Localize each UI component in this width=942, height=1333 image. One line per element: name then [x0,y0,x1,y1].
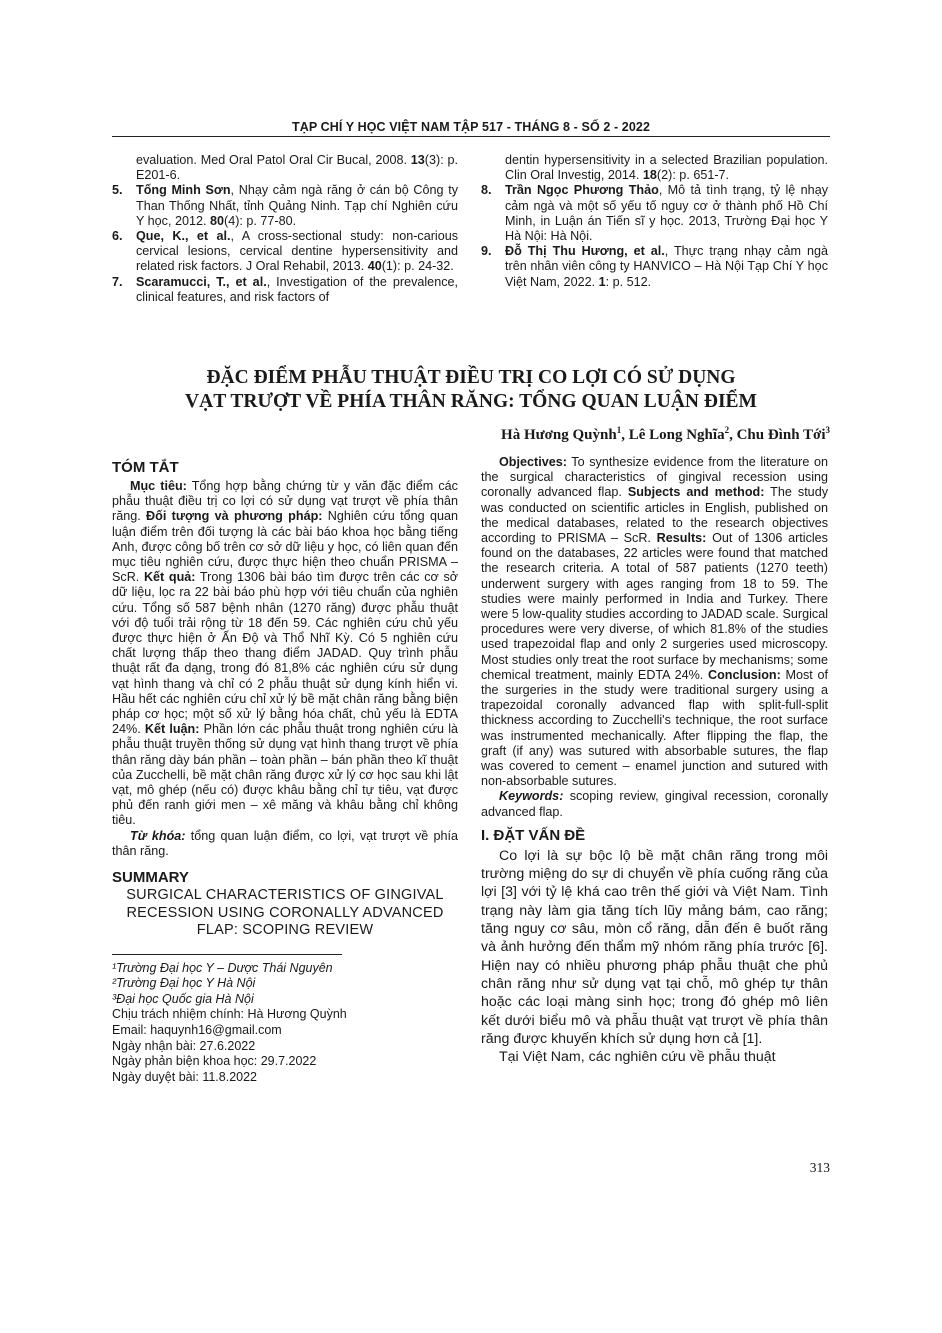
author-list: Hà Hương Quỳnh$^1$, Lê Long Nghĩa$^2$, Chu Đình Tới$^3$ [501,425,830,443]
affiliation-1: ¹Trường Đại học Y – Dược Thái Nguyên [112,960,333,975]
references-left [112,153,458,305]
abstract-vi: Mục tiêu: Tổng hợp bằng chứng từ y văn đặc điểm các phẫu thuật điều trị co lợi có sử dụng vạt trượt về phía thân răng. Đối tượng và phương pháp: Nghiên cứu tổng quan luận điểm trên đối tượng là các bài báo khoa học bằng tiếng Anh, được công bố trên cơ sở dữ liệu y học, có liên quan đến mục tiêu nghiên cứu, được thực hiện theo chuẩn PRISMA – ScR. Kết quả: Trong 1306 bài báo tìm được trên các cơ sở dữ liệu, lọc ra 22 bài báo phù hợp với tiêu chuẩn của nghiên cứu. Tổng số 587 bệnh nhân (1270 răng) được phẫu thuật với độ tuổi trải rộng từ 18 đến 59. Các nghiên cứu chủ yếu được thực hiện ở Ấn Độ và Thổ Nhĩ Kỳ. Có 5 nghiên cứu chất lượng thấp theo thang điểm JADAD. Quy trình phẫu thuật rất đa dạng, trong đó 81,8% các nghiên cứu sử dụng vạt hình thang và chỉ có 2 phẫu thuật sử dụng kính hiển vi. Hầu hết các nghiên cứu chỉ xử lý bề mặt chân răng bằng biện pháp cơ học; một số xử lý bằng hóa chất, chủ yếu là EDTA 24%. Kết luận: Phần lớn các phẫu thuật trong nghiên cứu là phẫu thuật truyền thống sử dụng vạt hình thang trượt về phía thân răng dày bán phần – toàn phần – bán phần theo kĩ thuật của Zucchelli, bề mặt chân răng được xử lý cơ học sau khi lật vạt, mô ghép (nếu có) được khâu bằng chỉ tự tiêu, vạt được phủ đến ranh giới men – xê măng và khâu bằng chỉ không tiêu. [112,479,459,828]
affiliation-mark: 3 [825,425,830,435]
summary-title: SURGICAL CHARACTERISTICS OF GINGIVAL RECESSION USING CORONALLY ADVANCED FLAP: SCOPING REVIEW [126,887,444,939]
abstract-heading: TÓM TẮT [112,459,179,476]
footnotes [112,961,458,1086]
author-name: Lê Long Nghĩa [628,427,725,443]
keywords-en: Keywords: scoping review, gingival recession, coronally advanced flap. [481,789,828,819]
affiliation-mark: 2 [724,425,730,435]
keywords-vi: Từ khóa: tổng quan luận điểm, co lợi, vạt trượt về phía thân răng. [112,828,458,858]
abstract-en: Objectives: To synthesize evidence from the literature on the surgical characteristics of gingival recession using coronally advanced flap. Subjects and method: The study was conducted on scientific articles in English, published on the medical databases, related to the research objectives according to PRISMA – ScR. Results: Out of 1306 articles found on the databases, 22 articles were found that matched the research criteria. A total of 587 patients (1270 teeth) underwent surgery with ages ranging from 18 to 59. The studies were mainly performed in India and Turkey. There were 5 low-quality studies according to JADAD scale. Surgical procedures were very diverse, of which 81.8% of the studies used trapezoidal flap and only 2 surgeries used microscopy. Most studies only treat the root surface by mechanisms; some chemical treatment, mainly EDTA 24%. Conclusion: Most of the surgeries in the study were traditional surgery using a trapezoidal coronally advanced flap with split-full-split thickness according to Zucchelli's technique, the root surface was instrumented mechanically. After flipping the flap, the graft (if any) was sutured with absorbable sutures, the flap was covered to cement – enamel junction and sutured with non-absorbable sutures. [481,455,829,789]
left-column [112,459,458,1085]
affiliation-2: ²Trường Đại học Y Hà Nội [112,976,256,991]
intro-paragraph: Tại Việt Nam, các nghiên cứu về phẫu thuật [499,1049,776,1066]
references-right [481,153,828,290]
author-name: Hà Hương Quỳnh [501,427,617,443]
reference-item: 6. Que, K., et al., A cross-sectional study: non-carious cervical lesions, cervical dentine hypersensitivity and related risk factors. J Oral Rehabil, 2013. 40(1): p. 24-32. [112,229,459,274]
reference-item: evaluation. Med Oral Patol Oral Cir Bucal, 2008. 13(3): p. E201-6. [136,153,458,183]
header-rule [112,136,830,137]
title-line: VẠT TRƯỢT VỀ PHÍA THÂN RĂNG: TỔNG QUAN LUẬN ĐIỂM [185,391,757,412]
date-approved: Ngày duyệt bài: 11.8.2022 [112,1069,258,1084]
date-reviewed: Ngày phản biện khoa học: 29.7.2022 [112,1054,317,1069]
email: Email: haquynh16@gmail.com [112,1022,282,1037]
journal-header: TẠP CHÍ Y HỌC VIỆT NAM TẬP 517 - THÁNG 8 - SỐ 2 - 2022 [291,120,651,134]
date-received: Ngày nhận bài: 27.6.2022 [112,1038,256,1053]
reference-item: 5. Tống Minh Sơn, Nhạy cảm ngà răng ở cán bộ Công ty Than Thống Nhất, tỉnh Quảng Ninh. Tạp chí Nghiên cứu Y học, 2012. 80(4): p. 77-80. [112,183,458,228]
reference-item: 8. Trần Ngọc Phương Thảo, Mô tả tình trạng, tỷ lệ nhạy cảm ngà và một số yếu tố nguy cơ ở thành phố Hồ Chí Minh, in Luận án Tiến sĩ y học. 2013, Trường Đại học Y Hà Nội: Hà Nội. [481,183,828,244]
intro-heading: I. ĐẶT VẤN ĐỀ [481,826,586,844]
title-line: ĐẶC ĐIỂM PHẪU THUẬT ĐIỀU TRỊ CO LỢI CÓ SỬ DỤNG [206,367,736,388]
affiliation-3: ³Đại học Quốc gia Hà Nội [112,991,254,1006]
summary-heading: SUMMARY [112,869,189,887]
affiliation-mark: 1 [616,425,622,435]
reference-item: dentin hypersensitivity in a selected Brazilian population. Clin Oral Investig, 2014. 18(2): p. 651-7. [505,153,828,183]
footnote-rule [112,954,342,955]
reference-item: 9. Đỗ Thị Thu Hương, et al., Thực trạng nhạy cảm ngà trên nhân viên công ty HANVICO – Hà Nội Tạp Chí Y học Việt Nam, 2022. 1: p. 512. [481,244,829,289]
right-column [481,455,828,1066]
article-title [112,366,830,414]
page-number: 313 [809,1160,830,1175]
author-name: Chu Đình Tới [736,427,826,443]
corresponding-author: Chịu trách nhiệm chính: Hà Hương Quỳnh [112,1007,347,1022]
reference-item: 7. Scaramucci, T., et al., Investigation of the prevalence, clinical features, and risk factors of [112,274,458,304]
intro-paragraph: Co lợi là sự bộc lộ bề mặt chân răng trong môi trường miệng do sự di chuyển về phía cuống răng của lợi [3] với tỷ lệ khá cao trên thế giới và Việt Nam. Tình trạng này làm gia tăng tích lũy mảng bám, cao răng; tăng nguy cơ sâu, mòn cổ răng, dẫn đến ê buốt răng và ảnh hưởng đến thẩm mỹ nhóm răng phía trước [6]. Hiện nay có nhiều phương pháp phẫu thuật che phủ chân răng như sử dụng vạt tại chỗ, mô ghép tự thân hoặc các loại màng sinh học; trong đó ghép mô liên kết dưới biểu mô và phẫu thuật vạt trượt về phía thân răng được khuyến khích sử dụng hơn cả [1]. [481,847,828,1047]
